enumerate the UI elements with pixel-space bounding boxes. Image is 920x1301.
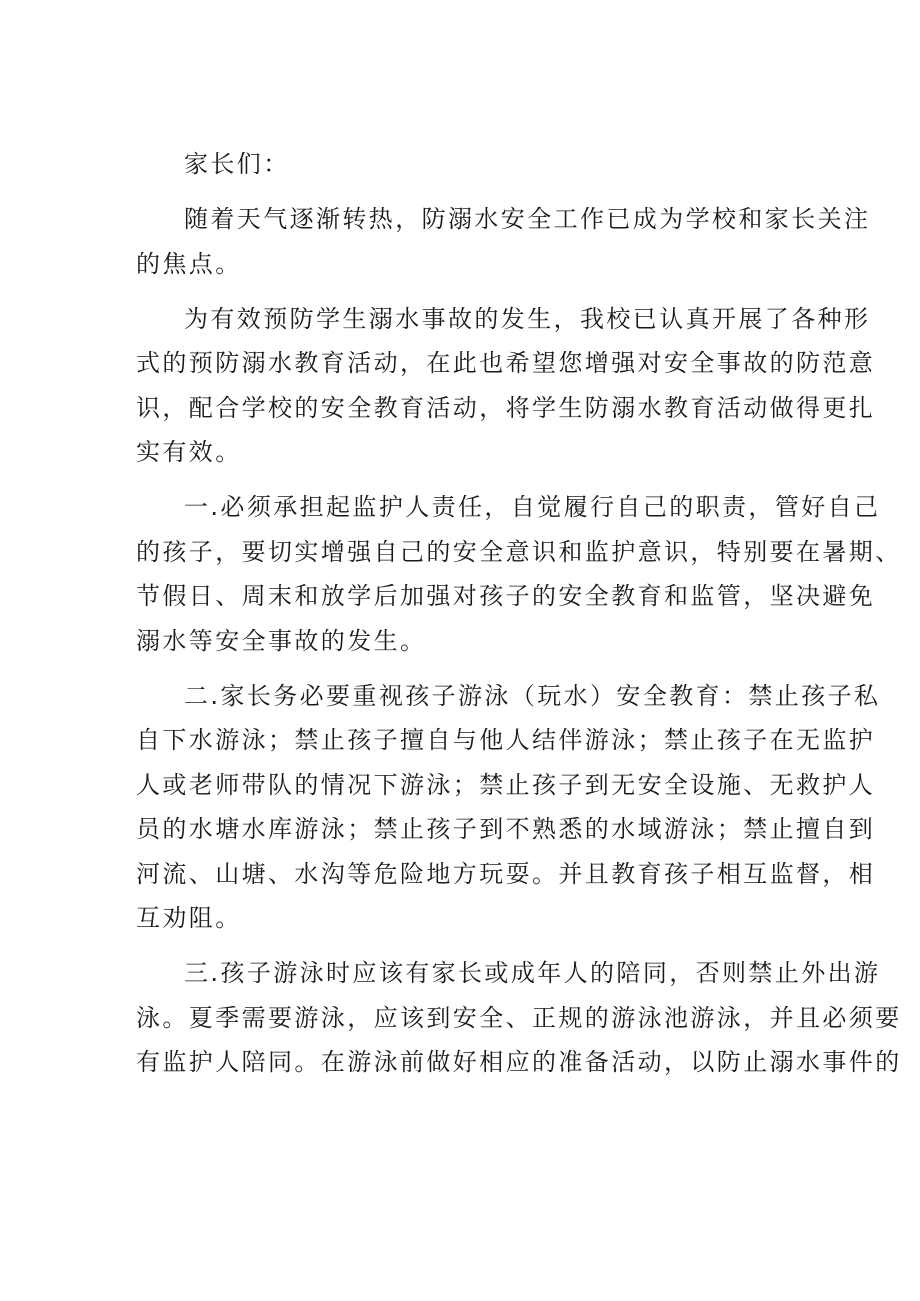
paragraph-line: 自下水游泳；禁止孩子擅自与他人结伴游泳；禁止孩子在无监护 <box>136 726 876 754</box>
paragraph-line: 有监护人陪同。在游泳前做好相应的准备活动，以防止溺水事件的 <box>136 1048 902 1076</box>
paragraph-line: 实有效。 <box>136 438 242 466</box>
paragraph-line: 为有效预防学生溺水事故的发生，我校已认真开展了各种形 <box>184 304 871 333</box>
paragraph-line: 随着天气逐渐转热，防溺水安全工作已成为学校和家长关注 <box>184 205 871 233</box>
paragraph-line: 节假日、周末和放学后加强对孩子的安全教育和监管，坚决避免 <box>136 582 876 610</box>
paragraph-line: 识，配合学校的安全教育活动，将学生防溺水教育活动做得更扎 <box>136 393 876 422</box>
paragraph-line: 式的预防溺水教育活动，在此也希望您增强对安全事故的防范意 <box>136 349 876 377</box>
paragraph-item-two <box>136 674 881 941</box>
paragraph-line: 人或老师带队的情况下游泳；禁止孩子到无安全设施、无救护人 <box>136 770 876 799</box>
paragraph-line: 溺水等安全事故的发生。 <box>136 626 427 655</box>
paragraph-school-activities <box>136 297 876 475</box>
paragraph-line: 二.家长务必要重视孩子游泳（玩水）安全教育：禁止孩子私 <box>184 681 881 710</box>
paragraph-line: 员的水塘水库游泳；禁止孩子到不熟悉的水域游泳；禁止擅自到 <box>136 815 876 843</box>
paragraph-line: 三.孩子游泳时应该有家长或成年人的陪同，否则禁止外出游 <box>184 959 881 987</box>
paragraph-line: 互劝阻。 <box>136 904 242 932</box>
paragraph-line: 的孩子，要切实增强自己的安全意识和监护意识，特别要在暑期、 <box>136 537 902 566</box>
paragraph-line: 河流、山塘、水沟等危险地方玩耍。并且教育孩子相互监督，相 <box>136 859 876 888</box>
paragraph-line: 泳。夏季需要游泳，应该到安全、正规的游泳池游泳，并且必须要 <box>136 1003 902 1032</box>
paragraph-item-three <box>136 951 902 1085</box>
document-body <box>136 142 902 1085</box>
paragraph-line: 的焦点。 <box>136 249 242 278</box>
paragraph-item-one <box>136 485 902 663</box>
salutation: 家长们： <box>184 150 290 178</box>
paragraph-weather-intro <box>136 197 871 286</box>
paragraph-line: 一.必须承担起监护人责任，自觉履行自己的职责，管好自己 <box>184 493 881 521</box>
